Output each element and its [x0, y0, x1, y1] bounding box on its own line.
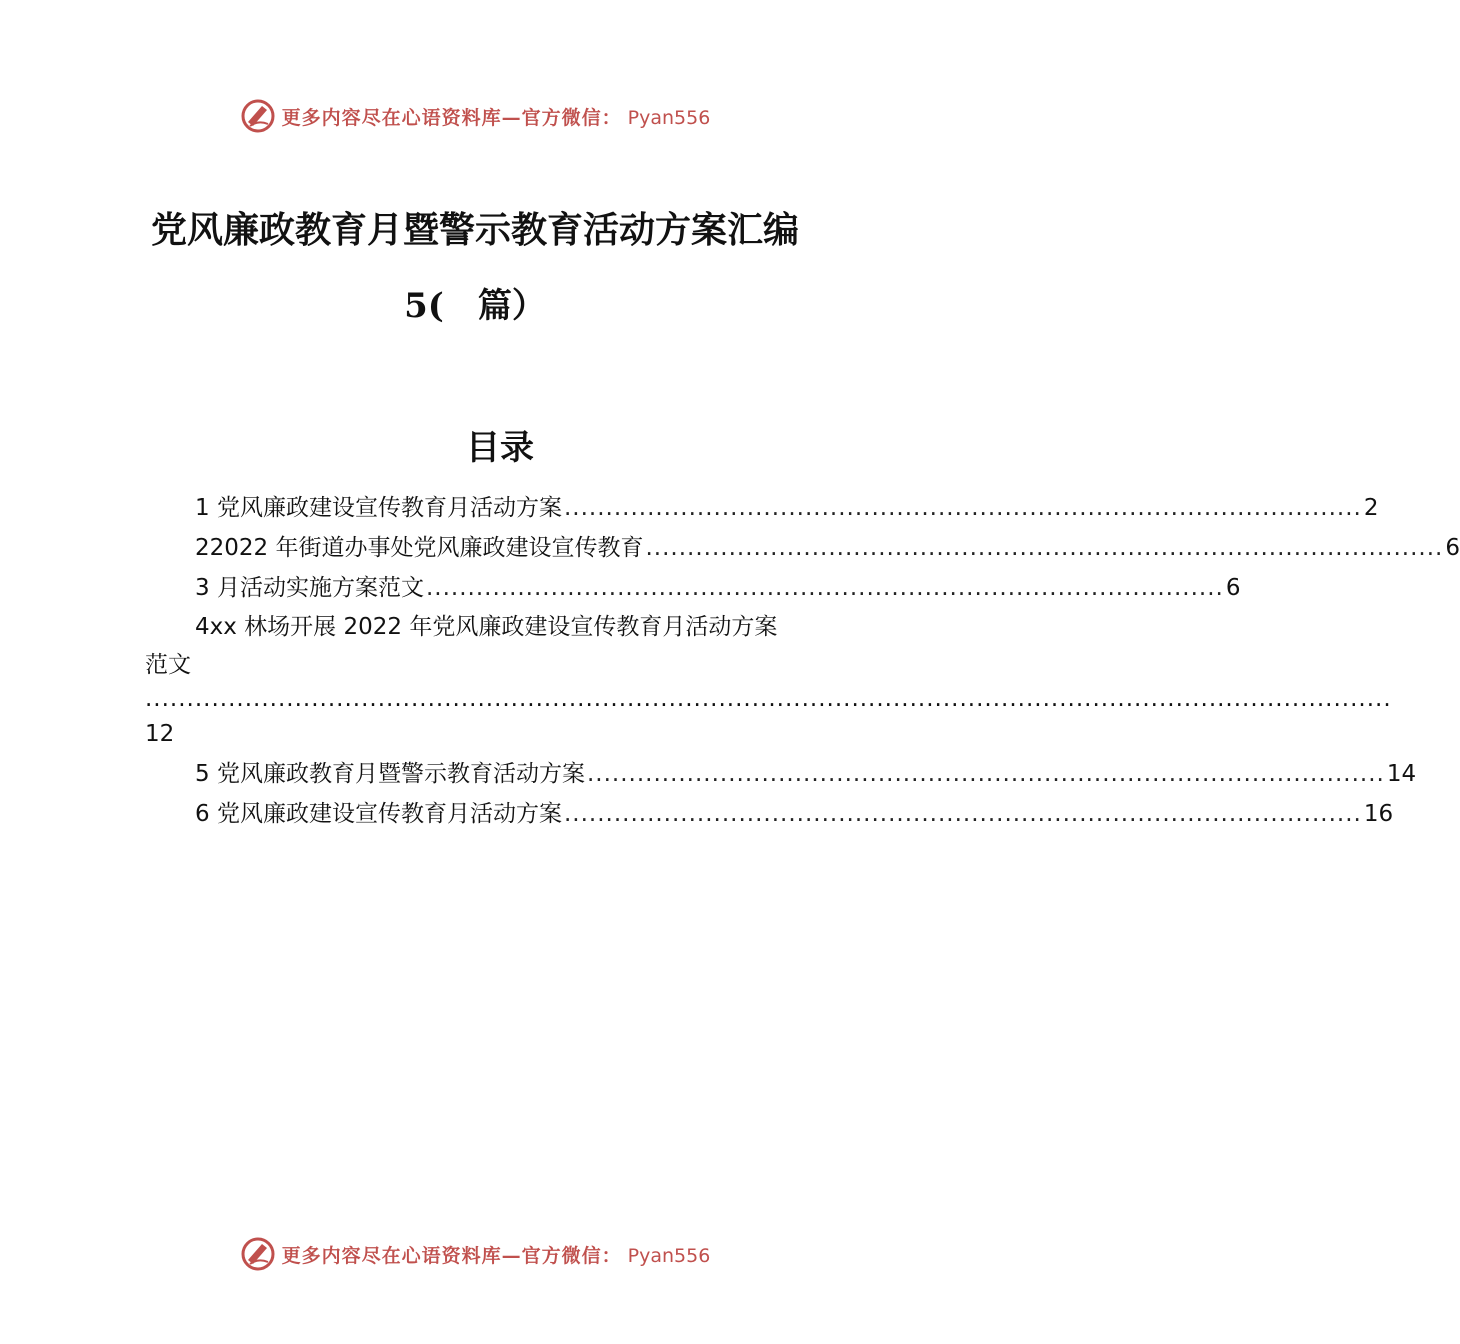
toc-entry-title: 6 党风廉政建设宣传教育月活动方案 — [195, 801, 562, 827]
toc-leader-dots: ................................................................................................ — [425, 575, 1224, 601]
banner-text — [282, 1241, 711, 1268]
document-title: 党风廉政教育月暨警示教育活动方案汇编 — [150, 209, 799, 251]
banner-wechat-id: Pyan556 — [627, 1244, 711, 1267]
toc-entry[interactable] — [145, 794, 1394, 834]
header-banner — [0, 96, 950, 136]
toc-leader-dots: ...................................................................................................................................................... — [145, 686, 1392, 712]
toc-leader-dots: ................................................................................................ — [563, 801, 1362, 827]
footer-banner — [0, 1234, 950, 1274]
toc-entry[interactable] — [145, 488, 1379, 528]
table-of-contents — [145, 488, 1460, 834]
banner-label: 更多内容尽在心语资料库—官方微信： — [281, 1244, 622, 1267]
banner-label: 更多内容尽在心语资料库—官方微信： — [281, 106, 622, 129]
toc-entry[interactable] — [145, 528, 1460, 568]
toc-entry[interactable] — [145, 568, 1241, 608]
banner-wechat-id: Pyan556 — [627, 106, 711, 129]
toc-entry-title: 3 月活动实施方案范文 — [195, 575, 424, 601]
toc-entry-page: 2 — [1363, 495, 1379, 521]
toc-leader-dots: ................................................................................................ — [586, 761, 1385, 787]
document-subtitle: 5( 篇） — [404, 286, 546, 326]
toc-heading: 目录 — [466, 428, 534, 468]
toc-entry-page: 12 — [145, 721, 175, 747]
pen-logo-icon — [240, 1236, 276, 1272]
toc-entry-page: 14 — [1386, 761, 1417, 787]
toc-entry-title: 22022 年街道办事处党风廉政建设宣传教育 — [195, 535, 644, 561]
toc-leader-dots: ................................................................................................ — [563, 495, 1362, 521]
toc-entry-page: 16 — [1363, 801, 1394, 827]
toc-entry-title: 1 党风廉政建设宣传教育月活动方案 — [195, 495, 562, 521]
toc-entry-title: 5 党风廉政教育月暨警示教育活动方案 — [195, 761, 585, 787]
toc-entry[interactable] — [145, 754, 1417, 794]
toc-entry[interactable] — [145, 608, 1392, 754]
toc-leader-dots: ................................................................................................ — [645, 535, 1444, 561]
toc-entry-page: 6 — [1225, 575, 1241, 601]
toc-entry-page: 6 — [1445, 535, 1460, 561]
pen-logo-icon — [240, 98, 276, 134]
banner-text — [282, 103, 711, 130]
toc-entry-title: 4xx 林场开展 2022 年党风廉政建设宣传教育月活动方案范文 — [145, 614, 778, 678]
